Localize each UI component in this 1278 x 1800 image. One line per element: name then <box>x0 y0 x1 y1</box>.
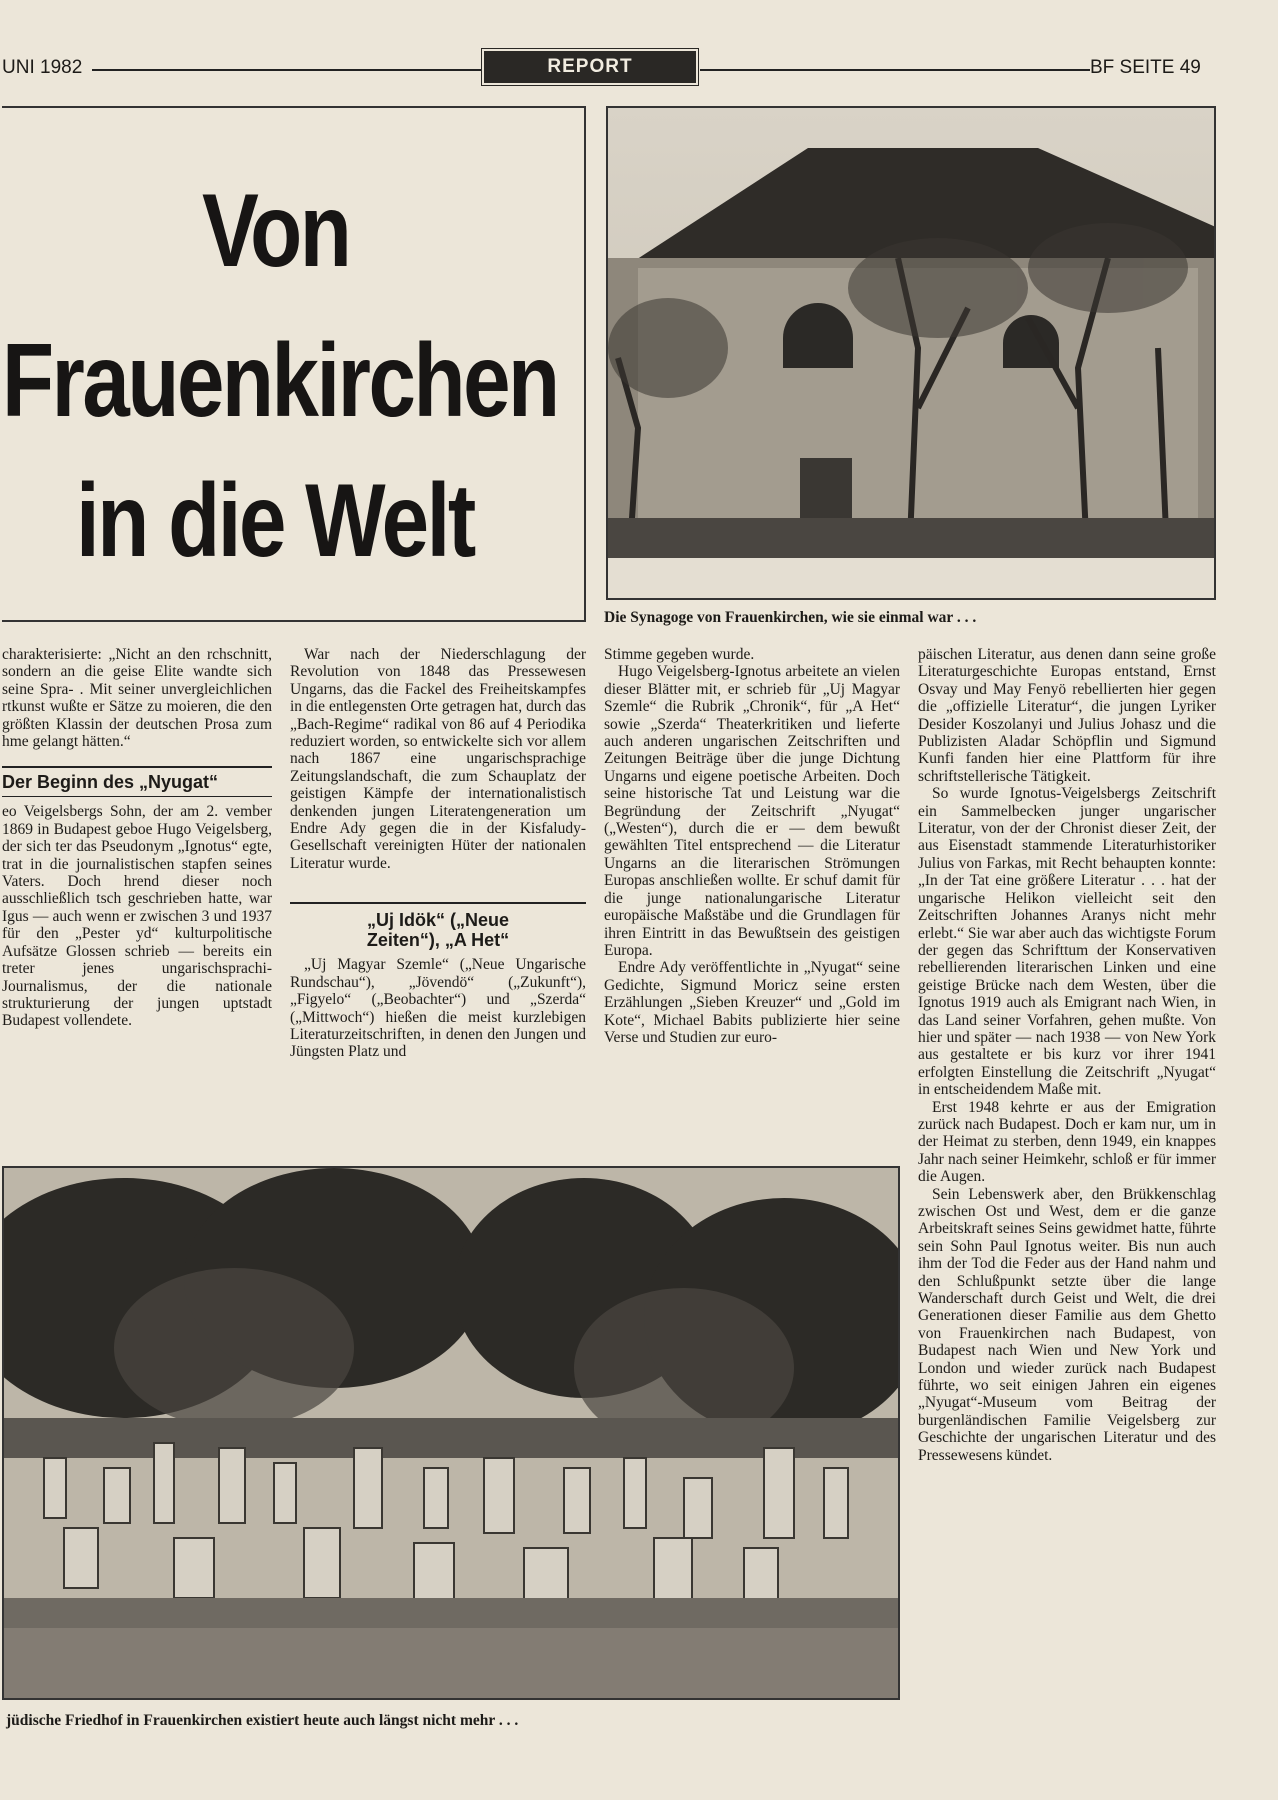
cemetery-image <box>4 1168 900 1700</box>
column-3 <box>604 646 900 1046</box>
header-date: UNI 1982 <box>2 57 83 78</box>
cemetery-caption: jüdische Friedhof in Frauenkirchen existiert heute auch längst nicht mehr . . . <box>6 1712 519 1729</box>
col4-paragraph-4: Sein Lebenswerk aber, den Brükkenschlag zwischen Ost und West, dem er die ganze Arbeitskraft seines Seins gewidmet hatte, führte sein Sohn Paul Ignotus weiter. Bis nun auch ihm der Tod die Feder aus der Hand nahm und den Schlußpunkt setzte über die lange Wanderschaft durch Geist und Welt, die drei Generationen dieser Familie aus dem Ghetto von Frauenkirchen nach Budapest, von Budapest nach Wien und New York und London und wieder zurück nach Budapest führte, wo seit einigen Jahren ein eigenes „Nyugat“-Museum vom Beitrag der burgenländischen Familie Veigelsberg zur Geschichte der ungarischen Literatur und des Pressewesens kündet. <box>918 1185 1216 1464</box>
col4-paragraph-3: Erst 1948 kehrte er aus der Emigration zurück nach Budapest. Doch er kam nur, um in der Heimat zu sterben, denn 1949, ein knappes Jahr nach seiner Heimkehr, schloß er für immer die Augen. <box>918 1098 1216 1186</box>
page-number: BF SEITE 49 <box>1090 57 1201 78</box>
synagogue-image <box>608 108 1216 600</box>
col1-subhead: Der Beginn des „Nyugat“ <box>2 772 219 793</box>
col1-paragraph-1: charakterisierte: „Nicht an den rchschnitt, sondern an die geise Elite wandte sich seine Spra- . Mit seiner unvergleichlichen rtkunst wußte er Sätze zu moieren, die den größten Klassin der deutschen Prosa zum hme gelangt hätten.“ <box>2 646 272 751</box>
section-label: REPORT <box>484 51 696 83</box>
col2-paragraph-1: War nach der Niederschlagung der Revolution von 1848 das Pressewesen Ungarns, das die Fackel des Freiheitskampfes in die entlegensten Orte getragen hat, durch das „Bach-Regime“ radikal von 86 auf 4 Periodika reduziert worden, so entwickelte sich vor allem nach 1867 eine ungarischsprachige Zeitungslandschaft, die zum Schauplatz der geistigen Kämpfe der internationalistisch denkenden jungen Literatengeneration um Endre Ady gegen die in der Kisfaludy-Gesellschaft vereinigten Hüter der nationalen Literatur wurde. <box>290 646 586 872</box>
synagogue-photo <box>606 106 1216 600</box>
col2-subhead-2: Zeiten“), „A Het“ <box>366 930 510 951</box>
col4-paragraph-2: So wurde Ignotus-Veigelsbergs Zeitschrift ein Sammelbecken junger ungarischer Literatur, von der der Chronist dieser Zeit, der aus Eisenstadt stammende Literaturhistoriker Julius von Farkas, mit Recht behaupten konnte: „In der Tat eine größere Literatur . . . hat der ungarische Helikon vielleicht seit den Zeitschriften Johannes Aranys nicht mehr erlebt.“ Sie war aber auch das wichtigste Forum der gegen das Schrifttum der Konservativen rebellierenden literarischen Linken und eine geistige Brücke nach dem Westen, über die Ignotus 1919 auch als Emigrant nach Wien, in das Land seiner Vorfahren, gehen mußte. Von hier und später — nach 1938 — von New York aus gestaltete er bis kurz vor ihrer 1941 erfolgten Einstellung die Zeitschrift „Nyugat“ in entscheidendem Maße mit. <box>918 785 1216 1099</box>
col2-paragraph-2: „Uj Magyar Szemle“ („Neue Ungarische Rundschau“), „Jövendö“ („Zukunft“), „Figyelo“ („Beobachter“) und „Szerda“ („Mittwoch“) hießen die meist kurzlebigen Literaturzeitschriften, in denen den Jungen und Jüngsten Platz und <box>290 956 586 1061</box>
col3-paragraph-3: Endre Ady veröffentlichte in „Nyugat“ seine Gedichte, Sigmund Moricz seine ersten Erzählungen „Sieben Kreuzer“ und „Gold im Kote“, Michael Babits publizierte hier seine Verse und Studien zur euro- <box>604 959 900 1046</box>
header-rule-left <box>92 69 482 71</box>
col1-subhead-rule <box>2 766 272 768</box>
headline-line-2: Frauenkirchen <box>2 323 558 439</box>
col1-paragraph-2: eo Veigelsbergs Sohn, der am 2. vember 1869 in Budapest geboe Hugo Veigelsberg, der sich ter das Pseudonym „Ignotus“ egte, trat in die journalistischen stapfen seines Vaters. Doch hrend dieser noch ausschließlich tsch geschrieben hatte, war Igus — auch wenn er zwischen 3 und 1937 für den „Pester yd“ kulturpolitische Aufsätze Glossen schrieb — bereits ein treter jenes ungarischsprachi- Journalismus, der die nationale strukturierung der jungen uptstadt Budapest vollendete. <box>2 803 272 1030</box>
col1-subhead-rule-bottom <box>2 796 272 797</box>
headline-line-1: Von <box>202 173 350 289</box>
col3-paragraph-2: Hugo Veigelsberg-Ignotus arbeitete an vielen dieser Blätter mit, er schrieb für „Uj Magyar Szemle“ die Rubrik „Chronik“, für „A Het“ sowie „Szerda“ Theaterkritiken und lieferte auch anderen ungarischen Zeitschriften und Zeitungen Beiträge über die junge Dichtung Ungarns und eigene poetische Arbeiten. Doch seine historische Tat und Leistung war die Begründung der Zeitschrift „Nyugat“ („Westen“), durch die er — dem bewußt gewählten Titel entsprechend — die Literatur Ungarns an die literarischen Strömungen Europas anschließen wollte. Er schuf damit für die junge nationalungarische Literatur europäische Maßstäbe und die Grundlagen für ihren Eintritt in das Bewußtsein des geistigen Europa. <box>604 663 900 959</box>
col4-paragraph-1: päischen Literatur, aus denen dann seine große Literaturgeschichte Europas entstand, Ernst Osvay und May Fenyö rebellierten hier gegen die „offizielle Literatur“, die jungen Lyriker Desider Koszolanyi und Julius Johasz und die Publizisten Aladar Schöpflin und Sigmund Kunfi fanden hier eine Plattform für ihre schriftstellerische Tätigkeit. <box>918 646 1216 785</box>
headline-line-3: in die Welt <box>76 463 474 579</box>
col2-subhead-rule <box>290 902 586 904</box>
column-2 <box>290 646 586 1061</box>
col3-paragraph-1: Stimme gegeben wurde. <box>604 646 755 663</box>
synagogue-caption: Die Synagoge von Frauenkirchen, wie sie einmal war . . . <box>604 609 977 626</box>
col2-subhead-1: „Uj Idök“ („Neue <box>366 910 509 931</box>
column-4 <box>918 646 1216 1464</box>
column-1 <box>2 646 272 1030</box>
header-rule-right <box>700 69 1090 71</box>
cemetery-photo <box>2 1166 900 1700</box>
headline-box <box>2 106 586 622</box>
